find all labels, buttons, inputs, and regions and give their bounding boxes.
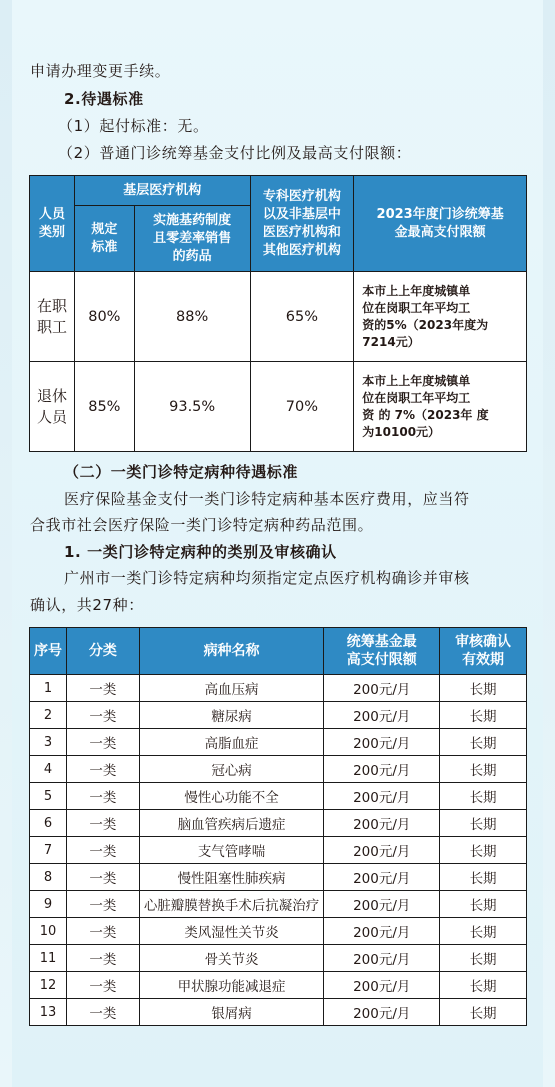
- table-row: [30, 972, 527, 999]
- cell-disease-name: 骨关节炎: [139, 945, 324, 972]
- cell-validity: 长期: [440, 891, 527, 918]
- header-seq: 序号: [30, 628, 67, 675]
- cell-category: 一类: [66, 918, 139, 945]
- cell-limit: 200元/月: [324, 972, 440, 999]
- cell-seq: 4: [30, 756, 67, 783]
- cell-category: 一类: [66, 891, 139, 918]
- row-label: 退休 人员: [30, 362, 75, 452]
- table-row: [30, 999, 527, 1026]
- cell-validity: 长期: [440, 675, 527, 702]
- cell-category: 一类: [66, 675, 139, 702]
- header-max-payment-limit: 2023年度门诊统筹基 金最高支付限额: [354, 176, 527, 272]
- cell-limit: 200元/月: [324, 702, 440, 729]
- cell-limit: 本市上上年度城镇单 位在岗职工年平均工 资的5%（2023年度为 7214元）: [354, 272, 527, 362]
- cell-seq: 11: [30, 945, 67, 972]
- cell-limit: 200元/月: [324, 729, 440, 756]
- cell-limit: 200元/月: [324, 675, 440, 702]
- cell-limit: 200元/月: [324, 891, 440, 918]
- cell-disease-name: 高脂血症: [139, 729, 324, 756]
- cell-category: 一类: [66, 756, 139, 783]
- cell-category: 一类: [66, 702, 139, 729]
- subheading-category-review: 1. 一类门诊特定病种的类别及审核确认: [64, 543, 337, 561]
- cell-seq: 9: [30, 891, 67, 918]
- cell-standard: 85%: [74, 362, 134, 452]
- cell-validity: 长期: [440, 756, 527, 783]
- cell-disease-name: 高血压病: [139, 675, 324, 702]
- table-row: [30, 702, 527, 729]
- cell-validity: 长期: [440, 864, 527, 891]
- header-max-fund-limit: 统筹基金最 高支付限额: [324, 628, 440, 675]
- cell-validity: 长期: [440, 918, 527, 945]
- cell-limit: 200元/月: [324, 999, 440, 1026]
- table-row: [30, 891, 527, 918]
- cell-seq: 12: [30, 972, 67, 999]
- cell-validity: 长期: [440, 945, 527, 972]
- cell-category: 一类: [66, 999, 139, 1026]
- cell-category: 一类: [66, 783, 139, 810]
- cell-disease-name: 类风湿性关节炎: [139, 918, 324, 945]
- paragraph-2-line-2: 确认，共27种：: [30, 596, 144, 614]
- cell-validity: 长期: [440, 702, 527, 729]
- cell-essential: 93.5%: [134, 362, 250, 452]
- cell-seq: 6: [30, 810, 67, 837]
- cell-seq: 7: [30, 837, 67, 864]
- cell-limit: 200元/月: [324, 918, 440, 945]
- disease-list-table: [29, 627, 527, 1026]
- cell-disease-name: 脑血管疾病后遗症: [139, 810, 324, 837]
- table-row: [30, 864, 527, 891]
- cell-standard: 80%: [74, 272, 134, 362]
- cell-disease-name: 银屑病: [139, 999, 324, 1026]
- cell-disease-name: 支气管哮喘: [139, 837, 324, 864]
- cell-disease-name: 冠心病: [139, 756, 324, 783]
- cell-limit: 200元/月: [324, 837, 440, 864]
- cell-validity: 长期: [440, 972, 527, 999]
- cell-seq: 8: [30, 864, 67, 891]
- text-payment-ratio-intro: （2）普通门诊统筹基金支付比例及最高支付限额：: [58, 144, 412, 162]
- text-line-1: 申请办理变更手续。: [30, 62, 171, 80]
- cell-limit: 200元/月: [324, 945, 440, 972]
- section-heading-category-one: （二）一类门诊特定病种待遇标准: [64, 463, 299, 481]
- cell-seq: 5: [30, 783, 67, 810]
- cell-seq: 13: [30, 999, 67, 1026]
- payment-ratio-table: [29, 175, 527, 452]
- cell-validity: 长期: [440, 999, 527, 1026]
- cell-category: 一类: [66, 810, 139, 837]
- cell-category: 一类: [66, 729, 139, 756]
- table-row: [30, 918, 527, 945]
- header-basic-institution: 基层医疗机构: [74, 176, 250, 206]
- header-category: 分类: [66, 628, 139, 675]
- cell-disease-name: 糖尿病: [139, 702, 324, 729]
- right-margin-band: [543, 0, 555, 1087]
- text-deductible: （1）起付标准：无。: [58, 117, 209, 135]
- cell-limit: 200元/月: [324, 756, 440, 783]
- table-row-retired: [30, 362, 527, 452]
- header-disease-name: 病种名称: [139, 628, 324, 675]
- cell-category: 一类: [66, 864, 139, 891]
- cell-seq: 1: [30, 675, 67, 702]
- header-specialist-institution: 专科医疗机构 以及非基层中 医医疗机构和 其他医疗机构: [250, 176, 354, 272]
- cell-disease-name: 甲状腺功能减退症: [139, 972, 324, 999]
- table-row: [30, 783, 527, 810]
- header-validity: 审核确认 有效期: [440, 628, 527, 675]
- table-row: [30, 837, 527, 864]
- cell-seq: 2: [30, 702, 67, 729]
- cell-validity: 长期: [440, 837, 527, 864]
- table-row: [30, 756, 527, 783]
- table-row: [30, 945, 527, 972]
- cell-specialist: 65%: [250, 272, 354, 362]
- cell-seq: 10: [30, 918, 67, 945]
- row-label: 在职 职工: [30, 272, 75, 362]
- cell-limit: 200元/月: [324, 864, 440, 891]
- cell-category: 一类: [66, 945, 139, 972]
- cell-limit: 200元/月: [324, 783, 440, 810]
- cell-disease-name: 慢性心功能不全: [139, 783, 324, 810]
- cell-disease-name: 心脏瓣膜替换手术后抗凝治疗: [139, 891, 324, 918]
- paragraph-2-line-1: 广州市一类门诊特定病种均须指定定点医疗机构确诊并审核: [64, 569, 470, 587]
- header-person-type: 人员 类别: [30, 176, 75, 272]
- cell-specialist: 70%: [250, 362, 354, 452]
- header-standard: 规定 标准: [74, 206, 134, 272]
- cell-validity: 长期: [440, 783, 527, 810]
- table-row: [30, 729, 527, 756]
- heading-benefit-standard: 2.待遇标准: [64, 90, 144, 108]
- cell-essential: 88%: [134, 272, 250, 362]
- cell-disease-name: 慢性阻塞性肺疾病: [139, 864, 324, 891]
- cell-category: 一类: [66, 972, 139, 999]
- left-margin-band: [0, 0, 12, 1087]
- cell-limit: 本市上上年度城镇单 位在岗职工年平均工 资 的 7%（2023年 度 为10100元）: [354, 362, 527, 452]
- cell-seq: 3: [30, 729, 67, 756]
- header-essential-drugs: 实施基药制度 且零差率销售 的药品: [134, 206, 250, 272]
- table-row: [30, 810, 527, 837]
- cell-category: 一类: [66, 837, 139, 864]
- table-row-employed: [30, 272, 527, 362]
- paragraph-1-line-2: 合我市社会医疗保险一类门诊特定病种药品范围。: [30, 516, 374, 534]
- cell-limit: 200元/月: [324, 810, 440, 837]
- cell-validity: 长期: [440, 810, 527, 837]
- paragraph-1-line-1: 医疗保险基金支付一类门诊特定病种基本医疗费用，应当符: [64, 490, 470, 508]
- cell-validity: 长期: [440, 729, 527, 756]
- table-row: [30, 675, 527, 702]
